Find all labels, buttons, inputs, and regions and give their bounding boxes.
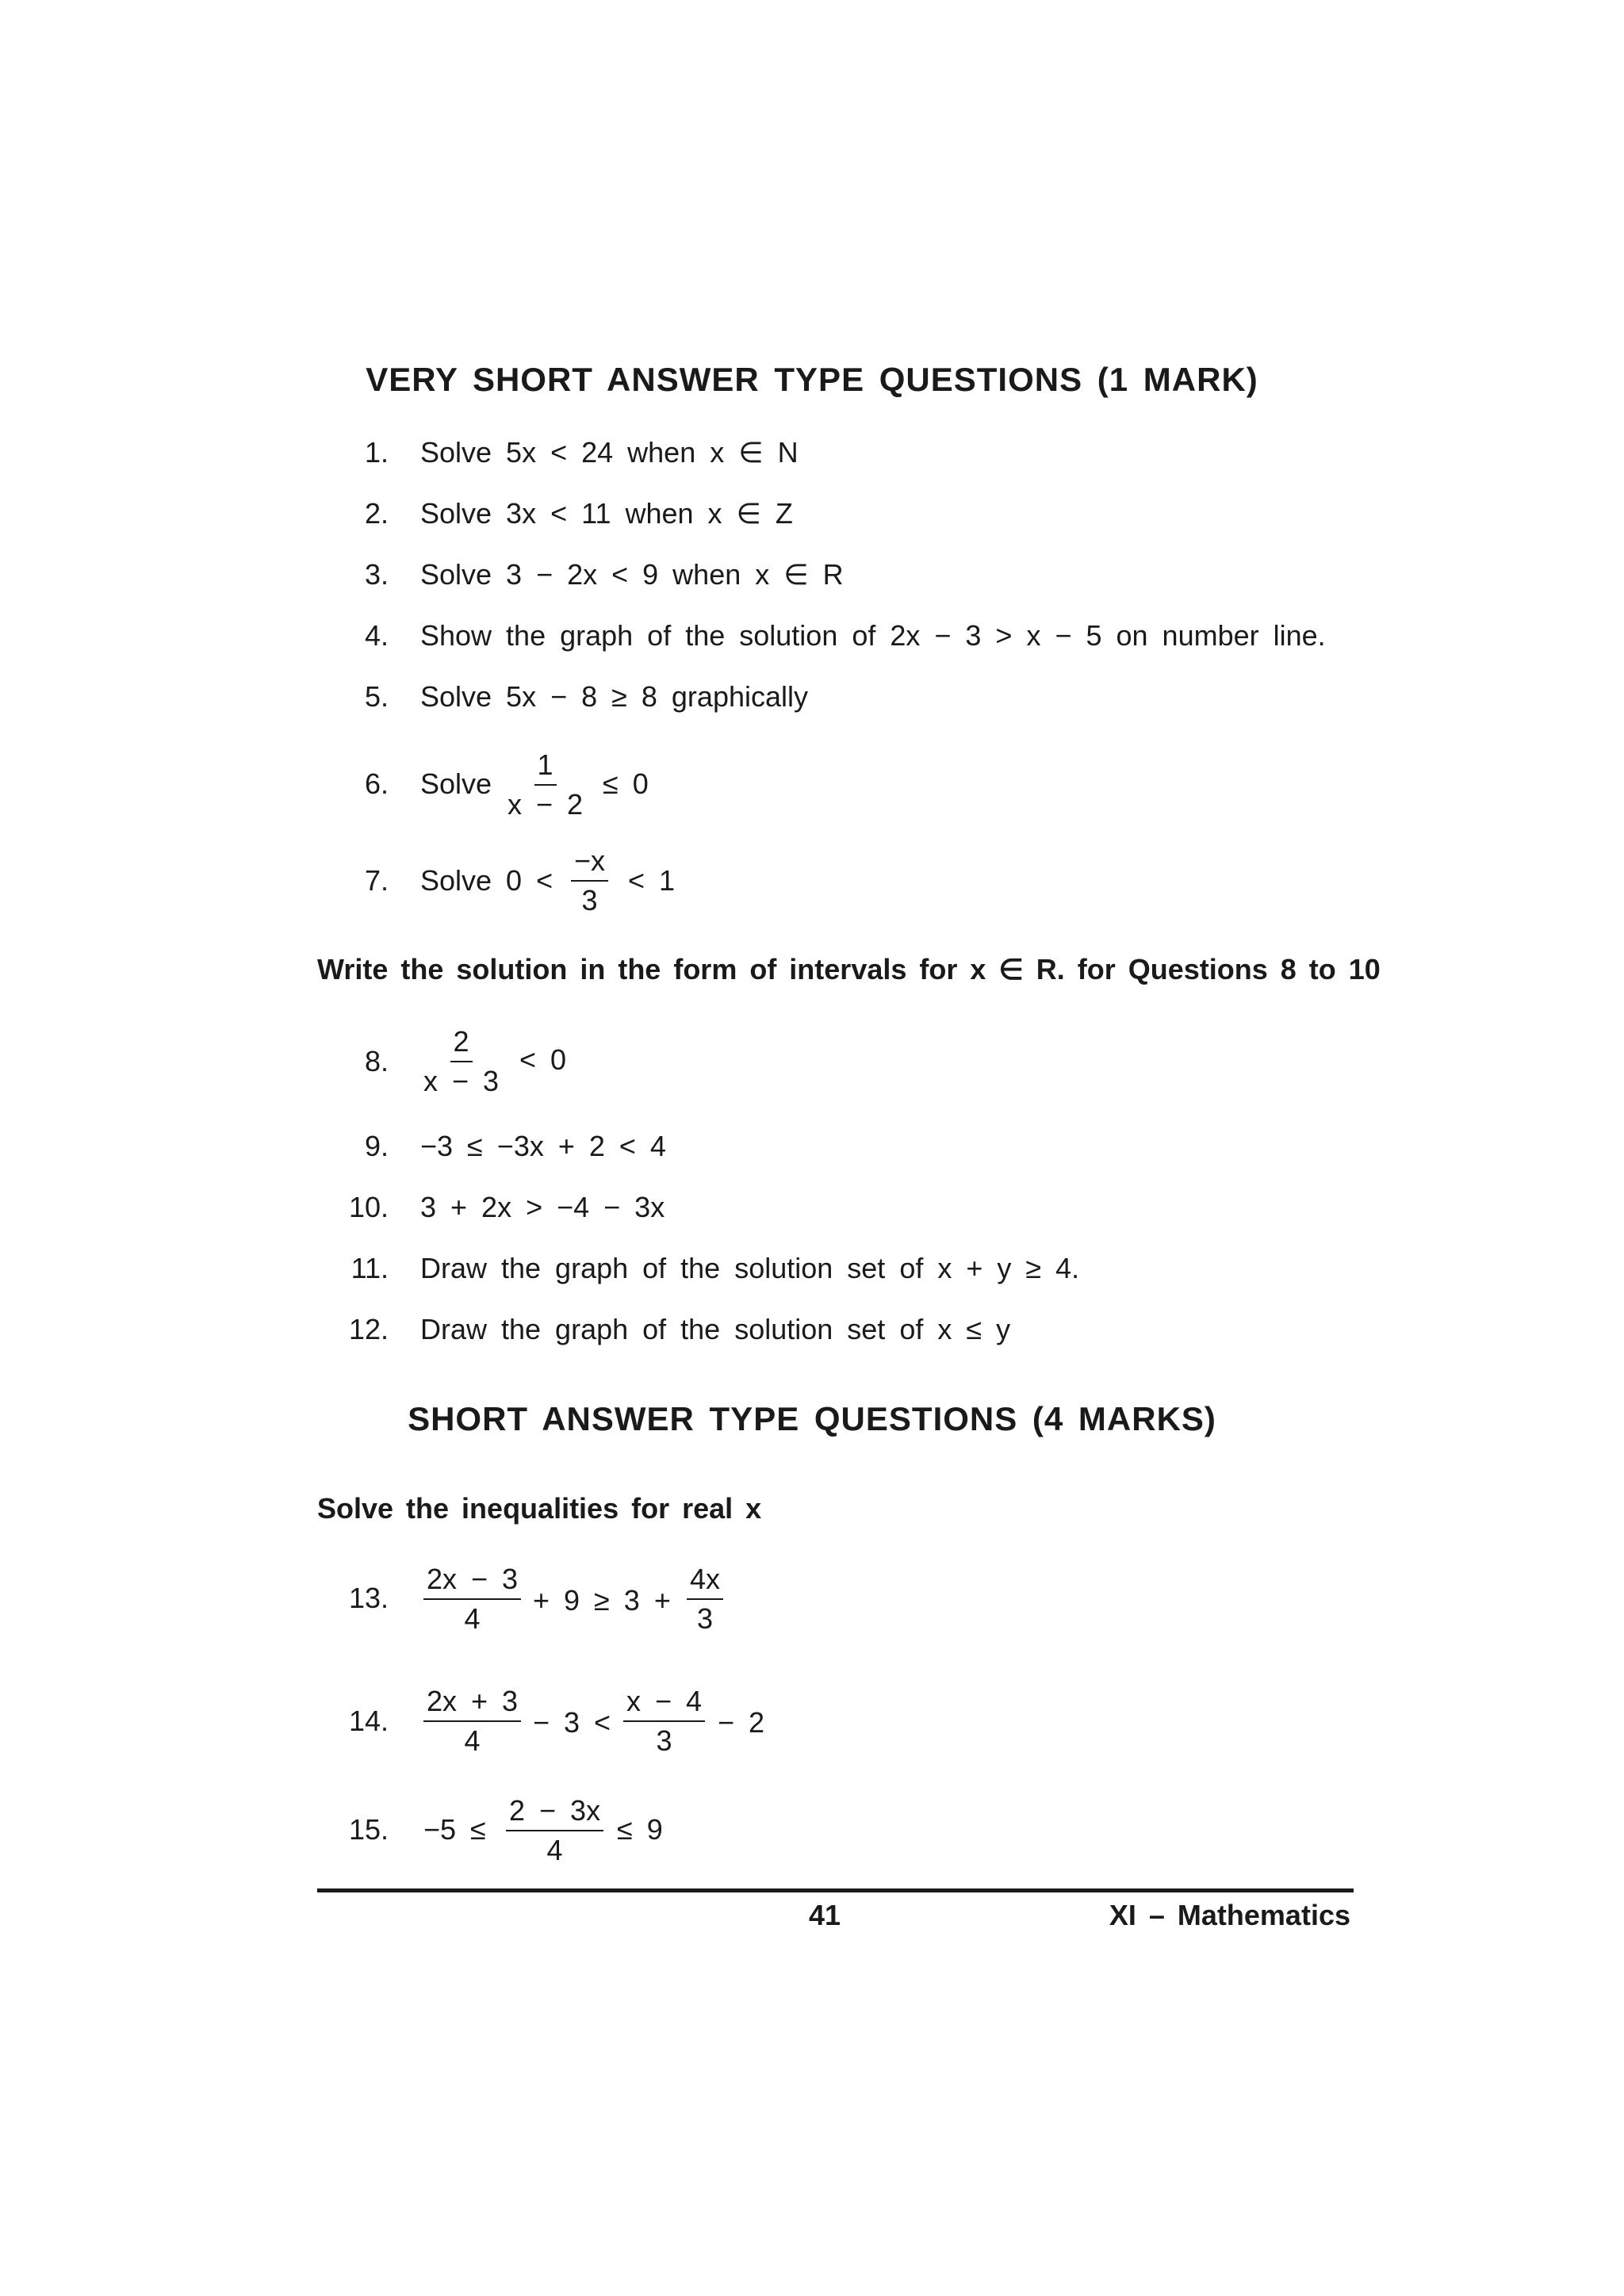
question-number: 1. (364, 436, 389, 469)
question-number: 14. (348, 1705, 389, 1737)
fraction-denominator: 3 (581, 884, 598, 916)
question-suffix: < 1 (628, 864, 676, 897)
question-number: 5. (364, 680, 389, 713)
question-suffix: < 0 (519, 1043, 567, 1076)
fraction-denominator: 4 (464, 1602, 481, 1635)
fraction-numerator: 2x − 3 (423, 1563, 521, 1600)
fraction-numerator: 2 (450, 1026, 473, 1062)
question-text: 3 + 2x > −4 − 3x (420, 1191, 665, 1223)
section-heading-short: SHORT ANSWER TYPE QUESTIONS (4 MARKS) (408, 1400, 1216, 1437)
fraction-numerator: 4x (687, 1563, 723, 1600)
question-text: Draw the graph of the solution set of x ≤ y (420, 1313, 1011, 1345)
question-number: 4. (364, 619, 389, 652)
question-prefix: −5 ≤ (423, 1813, 486, 1846)
question-text: Show the graph of the solution of 2x − 3 > x − 5 on number line. (420, 619, 1326, 652)
fraction-numerator: 1 (534, 749, 557, 786)
question-number: 13. (348, 1582, 389, 1614)
section-heading-very-short: VERY SHORT ANSWER TYPE QUESTIONS (1 MARK) (366, 361, 1258, 398)
question-text: Draw the graph of the solution set of x + y ≥ 4. (420, 1252, 1080, 1284)
page-number: 41 (808, 1899, 841, 1931)
question-suffix: ≤ 9 (617, 1813, 663, 1846)
fraction (687, 1563, 723, 1635)
fraction-denominator: 3 (697, 1602, 714, 1635)
question-prefix: Solve (420, 767, 492, 800)
question-text: Solve 3 − 2x < 9 when x ∈ R (420, 558, 844, 591)
question-suffix: ≤ 0 (603, 767, 649, 800)
question-text: Solve 5x − 8 ≥ 8 graphically (420, 680, 808, 713)
expression-middle: − 3 < (533, 1706, 611, 1739)
question-number: 3. (364, 558, 389, 591)
fraction (423, 1563, 521, 1635)
question-number: 6. (364, 767, 389, 800)
fraction (506, 1795, 603, 1866)
fraction-denominator: x − 2 (508, 788, 584, 821)
question-number: 9. (364, 1130, 389, 1162)
question-number: 12. (348, 1313, 389, 1345)
instruction-text: Solve the inequalities for real x (317, 1492, 762, 1525)
fraction-denominator: 3 (656, 1724, 672, 1757)
fraction-denominator: 4 (546, 1834, 563, 1866)
fraction (508, 749, 583, 821)
question-number: 7. (364, 864, 389, 897)
question-number: 10. (348, 1191, 389, 1223)
fraction (423, 1686, 521, 1757)
fraction (423, 1026, 499, 1097)
fraction-numerator: −x (571, 845, 608, 882)
question-suffix: − 2 (718, 1706, 765, 1739)
footer-title: XI – Mathematics (1109, 1899, 1350, 1931)
fraction-denominator: 4 (464, 1724, 481, 1757)
question-number: 11. (350, 1252, 389, 1284)
expression-middle: + 9 ≥ 3 + (533, 1584, 671, 1617)
instruction-text: Write the solution in the form of intervals for x ∈ R. for Questions 8 to 10 (317, 953, 1381, 985)
fraction-numerator: 2x + 3 (423, 1686, 521, 1722)
question-text: −3 ≤ −3x + 2 < 4 (420, 1130, 666, 1162)
fraction-numerator: 2 − 3x (506, 1795, 603, 1831)
question-prefix: Solve 0 < (420, 864, 553, 897)
fraction-numerator: x − 4 (623, 1686, 705, 1722)
footer-rule (317, 1888, 1354, 1892)
question-number: 8. (364, 1045, 389, 1077)
question-number: 2. (364, 497, 389, 530)
question-text: Solve 5x < 24 when x ∈ N (420, 436, 799, 469)
fraction-denominator: x − 3 (423, 1065, 500, 1097)
fraction (571, 845, 608, 916)
question-text: Solve 3x < 11 when x ∈ Z (420, 497, 793, 530)
fraction (623, 1686, 705, 1757)
question-number: 15. (348, 1813, 389, 1846)
